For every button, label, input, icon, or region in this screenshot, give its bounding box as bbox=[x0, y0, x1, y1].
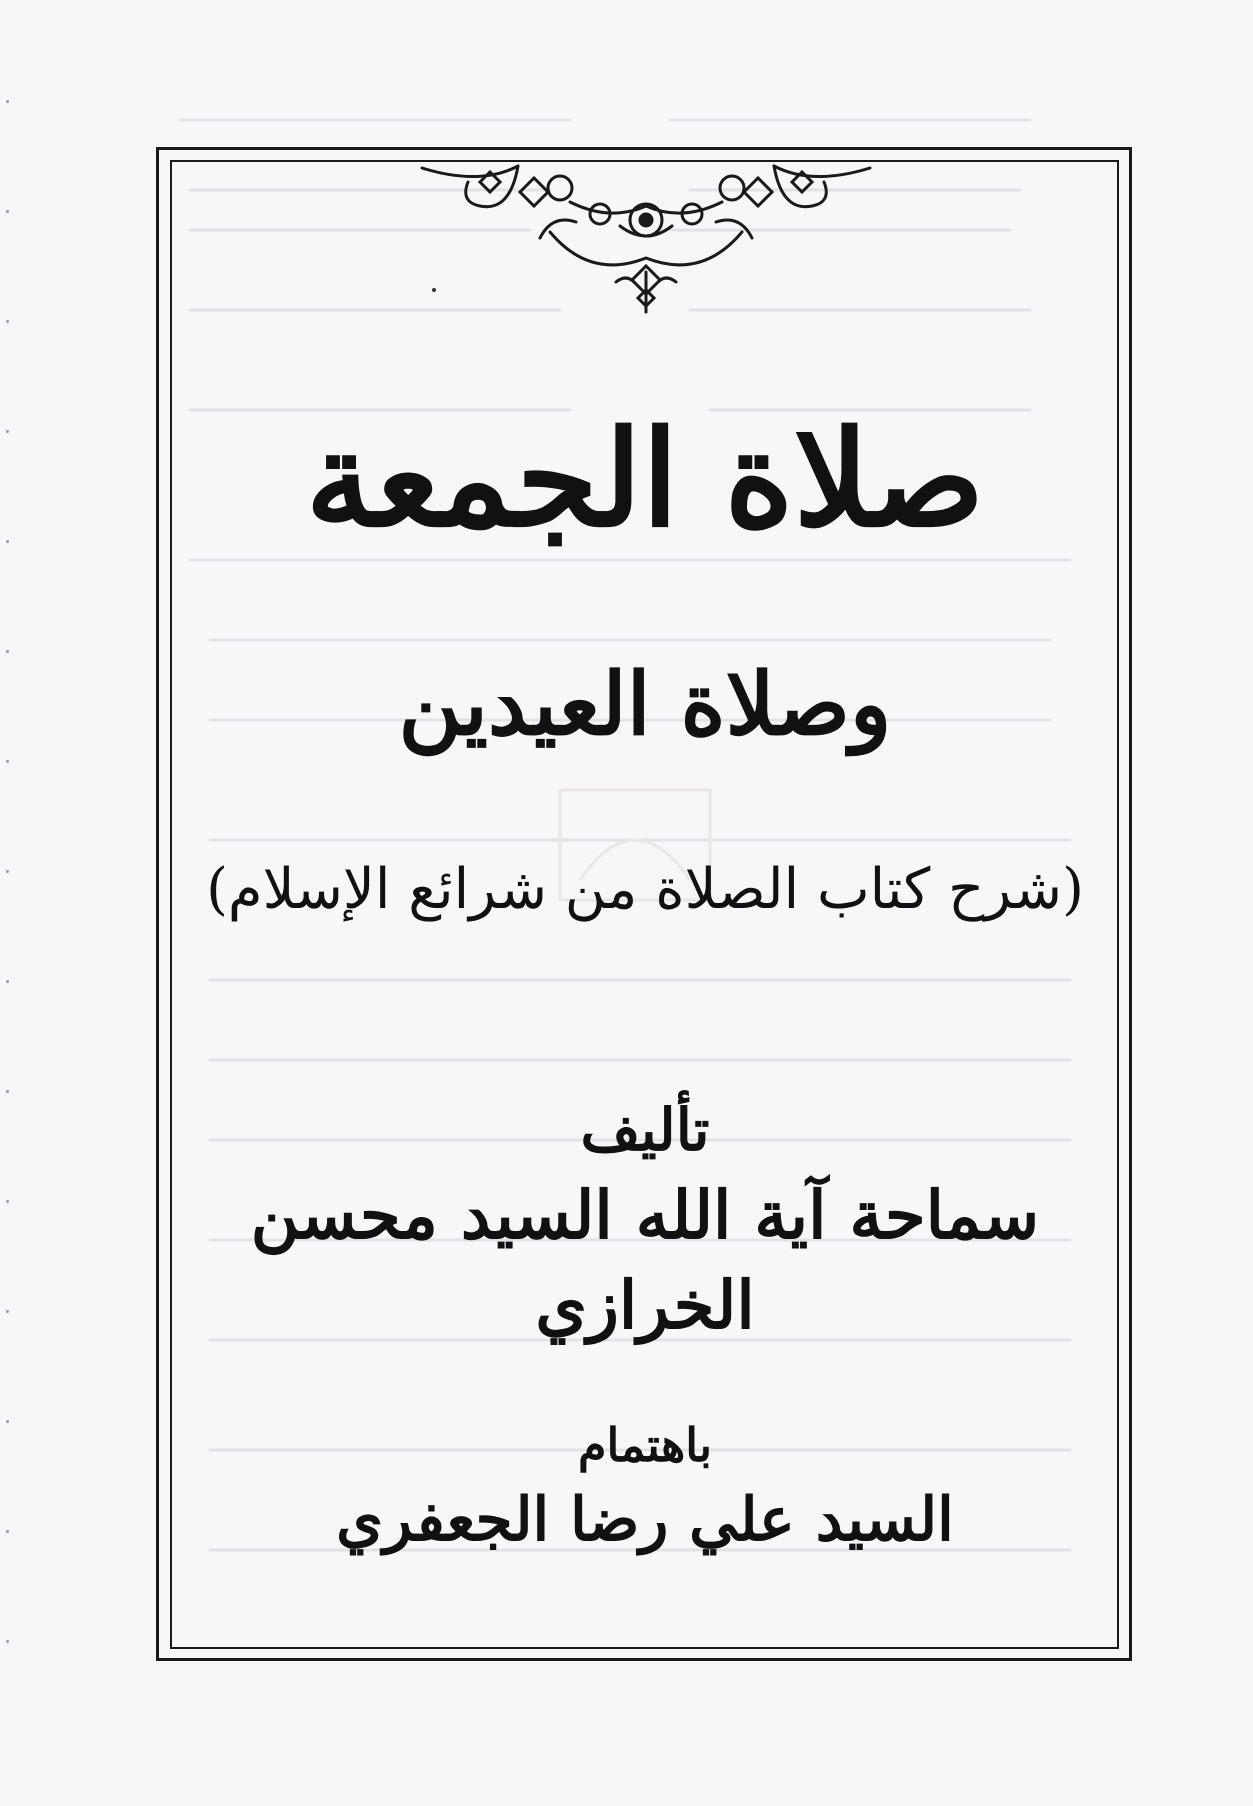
ink-speck bbox=[432, 288, 436, 292]
binding-dots bbox=[6, 0, 10, 1806]
book-subtitle: وصلاة العيدين bbox=[398, 654, 892, 755]
book-title: صلاة الجمعة bbox=[305, 402, 985, 557]
editor-name: السيد علي رضا الجعفري bbox=[336, 1485, 954, 1555]
author-name: سماحة آية الله السيد محسن الخرازي bbox=[250, 1176, 1040, 1344]
editor-label: باهتمام bbox=[577, 1418, 713, 1472]
author-label: تأليف bbox=[580, 1096, 710, 1164]
floral-arabesque-icon bbox=[420, 162, 872, 322]
book-description: (شرح كتاب الصلاة من شرائع الإسلام) bbox=[206, 857, 1084, 922]
